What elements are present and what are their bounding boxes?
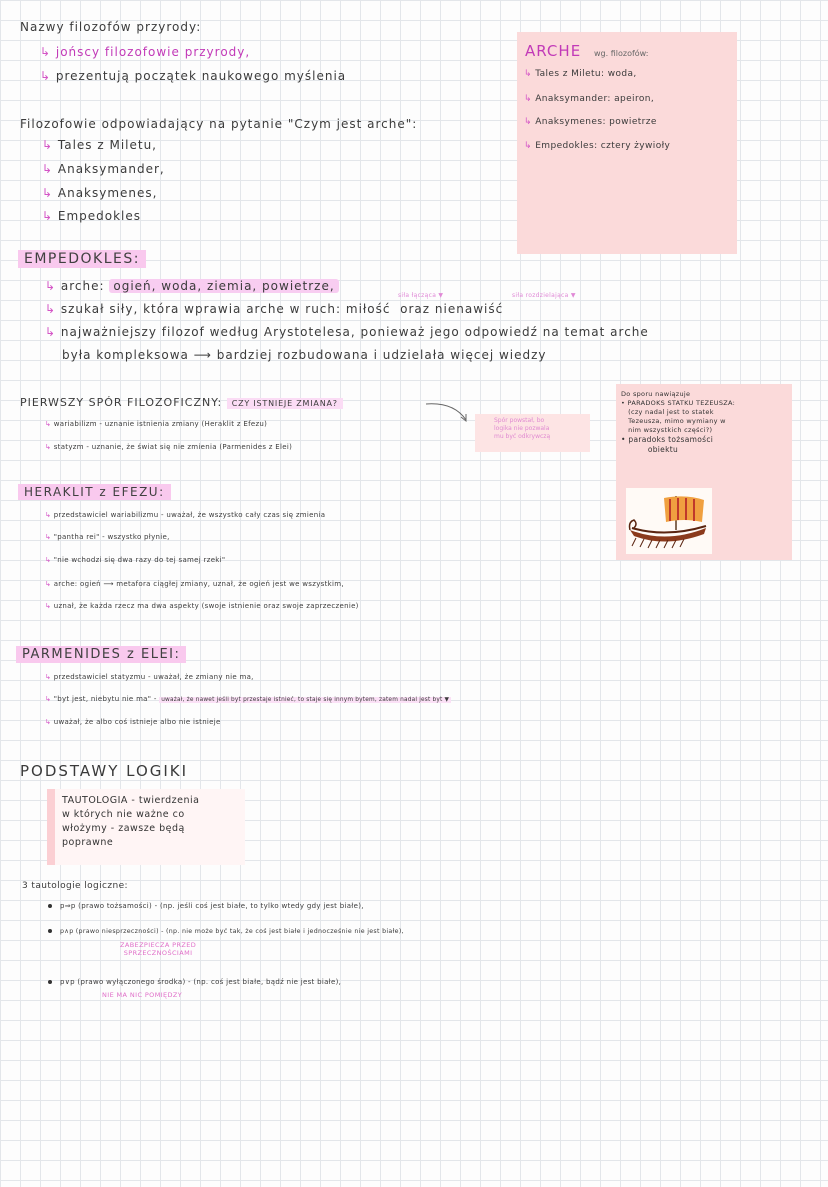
parmenides-line: ↳ "byt jest, niebytu nie ma" - uważał, że nawet jeśli byt przestaje istnieć, to staje się innym bytem, zatem nadal jest byt ▼ bbox=[45, 695, 450, 703]
arche-item: ↳ Anaksymenes: powietrze bbox=[524, 117, 657, 127]
philos-item: ↳ Empedokles bbox=[42, 209, 142, 223]
parmenides-heading: PARMENIDES z ELEI: bbox=[16, 647, 186, 662]
note-rozdzielajaca: siła rozdzielająca ▼ bbox=[512, 292, 576, 299]
empedokles-line: była kompleksowa ⟶ bardziej rozbudowana i udzielała więcej wiedzy bbox=[62, 348, 547, 362]
intro-line: ↳ jońscy filozofowie przyrody, bbox=[40, 45, 251, 59]
heraklit-line: ↳ uznał, że każda rzecz ma dwa aspekty (swoje istnienie oraz swoje zaprzeczenie) bbox=[45, 602, 359, 610]
heraklit-line: ↳ przedstawiciel wariabilizmu - uważał, że wszystko cały czas się zmienia bbox=[45, 511, 326, 519]
heraklit-line: ↳ arche: ogień ⟶ metafora ciągłej zmiany, uznał, że ogień jest we wszystkim, bbox=[45, 580, 344, 588]
tautologia-sub: NIE MA NIC POMIĘDZY bbox=[102, 991, 183, 999]
arche-title-note: wg. filozofów: bbox=[594, 49, 649, 58]
spor-note: Spór powstał, bo logika nie pozwala mu być odkrywczą bbox=[494, 417, 551, 440]
empedokles-heading: EMPEDOKLES: bbox=[18, 251, 146, 267]
heraklit-line: ↳ "nie wchodzi się dwa razy do tej samej rzeki" bbox=[45, 556, 226, 564]
logika-heading: PODSTAWY LOGIKI bbox=[20, 762, 189, 780]
arche-item: ↳ Tales z Miletu: woda, bbox=[524, 69, 637, 79]
tautologia-sub: ZABEZPIECZA PRZED SPRZECZNOŚCIAMI bbox=[120, 941, 197, 957]
tautologia-text: TAUTOLOGIA - twierdzenia w których nie ważne co włożymy - zawsze będą poprawne bbox=[62, 795, 200, 848]
empedokles-line: ↳ najważniejszy filozof według Arystotelesa, ponieważ jego odpowiedź na temat arche bbox=[45, 325, 649, 339]
empedokles-line: ↳ szukał siły, która wprawia arche w ruch: miłość oraz nienawiść bbox=[45, 302, 504, 316]
arche-item: ↳ Anaksymander: apeiron, bbox=[524, 94, 655, 104]
philos-item: ↳ Tales z Miletu, bbox=[42, 138, 157, 152]
ship-icon bbox=[626, 488, 712, 554]
tautologia-item: p∧p (prawo niesprzeczności) - (np. nie może być tak, że coś jest białe i jednocześnie nie jest białe), bbox=[48, 928, 404, 935]
spor-heading: PIERWSZY SPÓR FILOZOFICZNY: CZY ISTNIEJE ZMIANA? bbox=[20, 396, 343, 409]
spor-arrow-icon bbox=[424, 398, 472, 426]
note-laczaca: siła łącząca ▼ bbox=[398, 292, 444, 299]
intro-title: Nazwy filozofów przyrody: bbox=[20, 20, 202, 34]
philos-title: Filozofowie odpowiadający na pytanie "Czym jest arche": bbox=[20, 117, 418, 131]
parmenides-line: ↳ uważał, że albo coś istnieje albo nie istnieje bbox=[45, 718, 221, 726]
tautologie-heading: 3 tautologie logiczne: bbox=[22, 881, 128, 891]
philos-item: ↳ Anaksymenes, bbox=[42, 186, 158, 200]
spor-line: ↳ wariabilizm - uznanie istnienia zmiany (Heraklit z Efezu) bbox=[45, 420, 268, 428]
heraklit-heading: HERAKLIT z EFEZU: bbox=[18, 485, 171, 499]
arche-title: ARCHE bbox=[525, 42, 582, 60]
arche-item: ↳ Empedokles: cztery żywioły bbox=[524, 141, 671, 151]
parmenides-line: ↳ przedstawiciel statyzmu - uważał, że zmiany nie ma, bbox=[45, 673, 254, 681]
philos-item: ↳ Anaksymander, bbox=[42, 162, 165, 176]
intro-line: ↳ prezentują początek naukowego myślenia bbox=[40, 69, 347, 83]
empedokles-line: ↳ arche: ogień, woda, ziemia, powietrze, bbox=[45, 279, 339, 293]
heraklit-line: ↳ "pantha rei" - wszystko płynie, bbox=[45, 533, 170, 541]
tezeusz-text: Do sporu nawiązuje • PARADOKS STATKU TEZEUSZA: (czy nadal jest to statek Tezeusza, mimo wymiany w nim wszystkich części?) • paradoks tożsamości obiektu bbox=[621, 390, 736, 454]
tautologia-bar bbox=[47, 789, 55, 865]
spor-line: ↳ statyzm - uznanie, że świat się nie zmienia (Parmenides z Elei) bbox=[45, 443, 293, 451]
tautologia-item: p∨p (prawo wyłączonego środka) - (np. coś jest białe, bądź nie jest białe), bbox=[48, 978, 341, 986]
tautologia-item: p⇒p (prawo tożsamości) - (np. jeśli coś jest białe, to tylko wtedy gdy jest białe), bbox=[48, 902, 364, 910]
